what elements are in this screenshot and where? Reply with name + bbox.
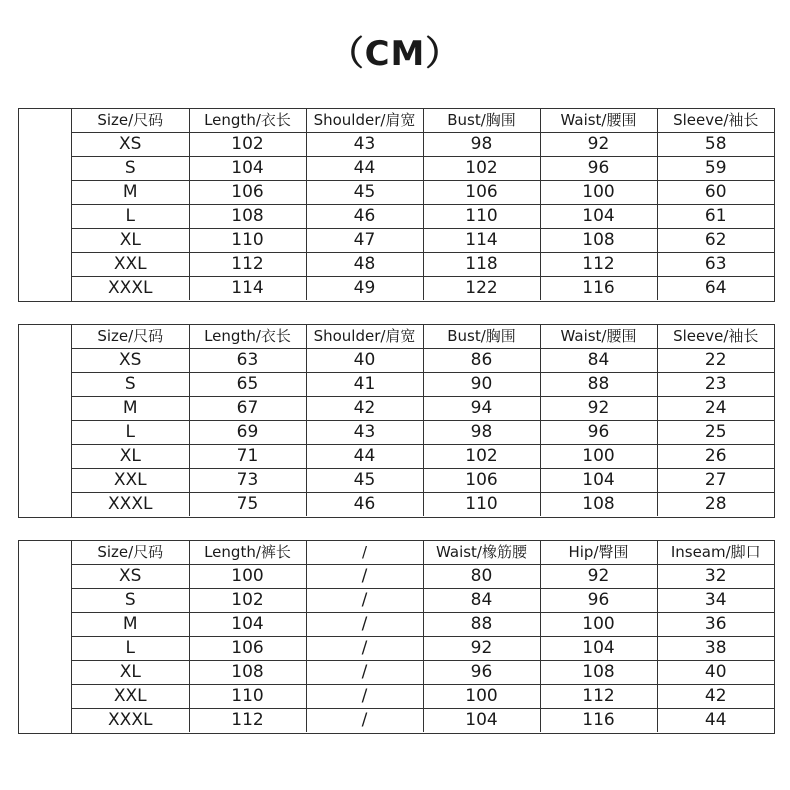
measurement-cell: 100 (423, 685, 540, 709)
measurement-cell: 102 (189, 133, 306, 157)
measurement-cell: 40 (306, 349, 423, 373)
size-label-cell: XXXL (72, 277, 189, 301)
measurement-cell: 67 (189, 397, 306, 421)
table-row (72, 469, 774, 493)
column-header: Shoulder/肩宽 (306, 109, 423, 133)
measurement-cell: 92 (540, 565, 657, 589)
size-grid (72, 325, 774, 516)
measurement-cell: 108 (540, 229, 657, 253)
measurement-cell: 102 (189, 589, 306, 613)
column-header: Size/尺码 (72, 109, 189, 133)
column-header: Sleeve/袖长 (657, 325, 774, 349)
measurement-cell: 104 (540, 637, 657, 661)
column-header: Shoulder/肩宽 (306, 325, 423, 349)
measurement-cell: / (306, 685, 423, 709)
measurement-cell: 61 (657, 205, 774, 229)
measurement-cell: 112 (540, 685, 657, 709)
measurement-cell: 42 (306, 397, 423, 421)
measurement-cell: 98 (423, 421, 540, 445)
garment-image-cell (19, 325, 72, 517)
measurement-cell: 112 (189, 709, 306, 733)
measurement-cell: 71 (189, 445, 306, 469)
measurement-cell: 27 (657, 469, 774, 493)
column-header: Length/衣长 (189, 325, 306, 349)
table-row (72, 493, 774, 517)
measurement-cell: 44 (306, 445, 423, 469)
column-header: Bust/胸围 (423, 109, 540, 133)
measurement-cell: 59 (657, 157, 774, 181)
size-label-cell: XXL (72, 469, 189, 493)
measurement-cell: 108 (540, 493, 657, 517)
measurement-cell: 73 (189, 469, 306, 493)
measurement-cell: 92 (540, 133, 657, 157)
measurement-cell: 90 (423, 373, 540, 397)
measurement-cell: 96 (540, 589, 657, 613)
measurement-cell: 43 (306, 421, 423, 445)
measurement-cell: 86 (423, 349, 540, 373)
size-table-pants (18, 540, 775, 734)
table-row (72, 373, 774, 397)
table-row (72, 181, 774, 205)
column-header: Waist/腰围 (540, 109, 657, 133)
measurement-cell: 92 (423, 637, 540, 661)
measurement-cell: 106 (189, 181, 306, 205)
measurement-cell: 96 (423, 661, 540, 685)
measurement-cell: / (306, 661, 423, 685)
measurement-cell: 46 (306, 205, 423, 229)
table-row (72, 613, 774, 637)
measurement-cell: 84 (423, 589, 540, 613)
table-row (72, 421, 774, 445)
table-row (72, 349, 774, 373)
size-label-cell: XL (72, 229, 189, 253)
measurement-cell: 49 (306, 277, 423, 301)
measurement-cell: 36 (657, 613, 774, 637)
measurement-cell: 60 (657, 181, 774, 205)
table-row (72, 637, 774, 661)
measurement-cell: 25 (657, 421, 774, 445)
measurement-cell: 22 (657, 349, 774, 373)
measurement-cell: 40 (657, 661, 774, 685)
column-header: Hip/臀围 (540, 541, 657, 565)
measurement-cell: 65 (189, 373, 306, 397)
column-header: Length/裤长 (189, 541, 306, 565)
measurement-cell: 114 (189, 277, 306, 301)
measurement-cell: 48 (306, 253, 423, 277)
column-header: Waist/橡筋腰 (423, 541, 540, 565)
measurement-cell: 102 (423, 157, 540, 181)
size-grid (72, 541, 774, 732)
measurement-cell: 44 (306, 157, 423, 181)
measurement-cell: 41 (306, 373, 423, 397)
measurement-cell: 118 (423, 253, 540, 277)
table-row (72, 133, 774, 157)
size-label-cell: XS (72, 349, 189, 373)
measurement-cell: 104 (189, 613, 306, 637)
measurement-cell: / (306, 613, 423, 637)
measurement-cell: 100 (540, 181, 657, 205)
measurement-cell: 34 (657, 589, 774, 613)
measurement-cell: 96 (540, 157, 657, 181)
unit-title: （CM） (329, 34, 461, 74)
measurement-cell: 110 (189, 685, 306, 709)
measurement-cell: 63 (657, 253, 774, 277)
table-row (72, 661, 774, 685)
measurement-cell: 96 (540, 421, 657, 445)
measurement-cell: 112 (189, 253, 306, 277)
measurement-cell: 100 (189, 565, 306, 589)
measurement-cell: 24 (657, 397, 774, 421)
measurement-cell: / (306, 565, 423, 589)
measurement-cell: 80 (423, 565, 540, 589)
table-header-row (72, 109, 774, 133)
column-header: Size/尺码 (72, 541, 189, 565)
measurement-cell: 46 (306, 493, 423, 517)
measurement-cell: 112 (540, 253, 657, 277)
table-row (72, 685, 774, 709)
measurement-cell: 28 (657, 493, 774, 517)
measurement-cell: 23 (657, 373, 774, 397)
measurement-cell: 110 (423, 205, 540, 229)
size-table-middle (18, 324, 775, 518)
measurement-cell: 63 (189, 349, 306, 373)
size-label-cell: XXXL (72, 493, 189, 517)
measurement-cell: 108 (189, 661, 306, 685)
measurement-cell: 69 (189, 421, 306, 445)
column-header: / (306, 541, 423, 565)
measurement-cell: 45 (306, 181, 423, 205)
measurement-cell: 122 (423, 277, 540, 301)
table-row (72, 565, 774, 589)
measurement-cell: 26 (657, 445, 774, 469)
size-label-cell: XL (72, 445, 189, 469)
measurement-cell: 64 (657, 277, 774, 301)
size-label-cell: M (72, 181, 189, 205)
measurement-cell: 106 (423, 469, 540, 493)
garment-image-cell (19, 541, 72, 733)
measurement-cell: 58 (657, 133, 774, 157)
column-header: Waist/腰围 (540, 325, 657, 349)
measurement-cell: 102 (423, 445, 540, 469)
measurement-cell: 106 (423, 181, 540, 205)
table-row (72, 397, 774, 421)
size-label-cell: XS (72, 133, 189, 157)
measurement-cell: 104 (189, 157, 306, 181)
size-label-cell: XXL (72, 685, 189, 709)
measurement-cell: 92 (540, 397, 657, 421)
measurement-cell: 45 (306, 469, 423, 493)
size-label-cell: XL (72, 661, 189, 685)
measurement-cell: 100 (540, 445, 657, 469)
measurement-cell: 114 (423, 229, 540, 253)
size-label-cell: L (72, 205, 189, 229)
column-header: Inseam/脚口 (657, 541, 774, 565)
measurement-cell: / (306, 709, 423, 733)
measurement-cell: 98 (423, 133, 540, 157)
size-label-cell: M (72, 613, 189, 637)
size-label-cell: L (72, 421, 189, 445)
table-row (72, 157, 774, 181)
measurement-cell: 94 (423, 397, 540, 421)
measurement-cell: 44 (657, 709, 774, 733)
size-label-cell: XXXL (72, 709, 189, 733)
size-grid (72, 109, 774, 300)
table-row (72, 709, 774, 733)
measurement-cell: / (306, 589, 423, 613)
measurement-cell: 104 (540, 469, 657, 493)
column-header: Sleeve/袖长 (657, 109, 774, 133)
column-header: Bust/胸围 (423, 325, 540, 349)
table-row (72, 589, 774, 613)
size-label-cell: M (72, 397, 189, 421)
measurement-cell: 84 (540, 349, 657, 373)
measurement-cell: 104 (540, 205, 657, 229)
table-row (72, 445, 774, 469)
column-header: Length/衣长 (189, 109, 306, 133)
measurement-cell: 110 (423, 493, 540, 517)
size-table-top (18, 108, 775, 302)
measurement-cell: 110 (189, 229, 306, 253)
measurement-cell: 100 (540, 613, 657, 637)
table-row (72, 277, 774, 301)
size-label-cell: XXL (72, 253, 189, 277)
size-label-cell: XS (72, 565, 189, 589)
measurement-cell: 116 (540, 709, 657, 733)
measurement-cell: 88 (540, 373, 657, 397)
measurement-cell: 108 (540, 661, 657, 685)
column-header: Size/尺码 (72, 325, 189, 349)
measurement-cell: 47 (306, 229, 423, 253)
measurement-cell: 116 (540, 277, 657, 301)
measurement-cell: 38 (657, 637, 774, 661)
size-label-cell: L (72, 637, 189, 661)
table-header-row (72, 541, 774, 565)
garment-image-cell (19, 109, 72, 301)
measurement-cell: / (306, 637, 423, 661)
size-label-cell: S (72, 373, 189, 397)
measurement-cell: 108 (189, 205, 306, 229)
table-row (72, 205, 774, 229)
size-label-cell: S (72, 589, 189, 613)
measurement-cell: 88 (423, 613, 540, 637)
measurement-cell: 62 (657, 229, 774, 253)
measurement-cell: 43 (306, 133, 423, 157)
table-header-row (72, 325, 774, 349)
measurement-cell: 106 (189, 637, 306, 661)
measurement-cell: 42 (657, 685, 774, 709)
table-row (72, 229, 774, 253)
table-row (72, 253, 774, 277)
measurement-cell: 75 (189, 493, 306, 517)
size-label-cell: S (72, 157, 189, 181)
measurement-cell: 104 (423, 709, 540, 733)
measurement-cell: 32 (657, 565, 774, 589)
